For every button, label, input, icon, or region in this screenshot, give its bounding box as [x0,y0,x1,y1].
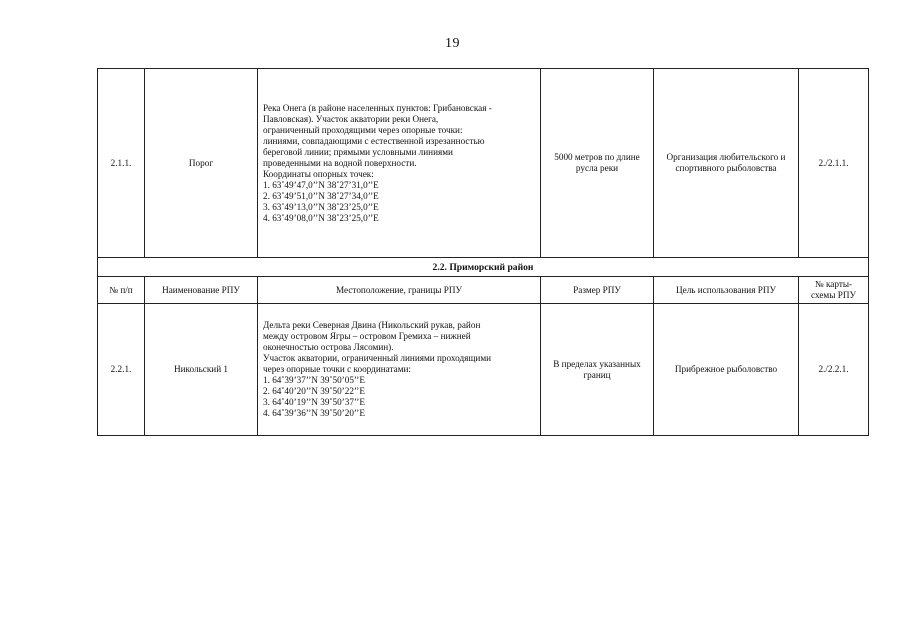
rpu-purpose: Организация любительского и спортивного рыболовства [654,69,799,258]
header-location: Местоположение, границы РПУ [258,277,541,304]
row-number: 2.1.1. [98,69,145,258]
table-row-2-1-1 [98,69,869,258]
rpu-purpose: Прибрежное рыболовство [654,304,799,436]
page-number: 19 [445,36,460,51]
coordinate-point: 4. 63˚49’08,0’’N 38˚23’25,0’’E [263,212,379,223]
header-num: № п/п [98,277,145,304]
header-name: Наименование РПУ [145,277,258,304]
section-row [98,258,869,277]
table-row-2-2-1 [98,304,869,436]
location-line: между островом Ягры – островом Гремиха – нижней [263,331,471,341]
header-size: Размер РПУ [541,277,654,304]
section-title: 2.2. Приморский район [98,258,869,277]
location-line: линиями, совпадающими с естественной изрезанностью [263,135,485,146]
coordinate-point: 3. 63˚49’13,0’’N 38˚23’25,0’’E [263,201,379,212]
coordinate-point: 3. 64˚40’19’’N 39˚50’37’’E [263,397,365,407]
rpu-size: В пределах указанных границ [541,304,654,436]
location-line: ограниченный проходящими через опорные точки: [263,124,463,135]
location-line: через опорные точки с координатами: [263,364,411,374]
location-line: Дельта реки Северная Двина (Никольский рукав, район [263,320,481,330]
header-purpose: Цель использования РПУ [654,277,799,304]
location-line: Река Онега (в районе населенных пунктов: Грибановская - [263,102,492,113]
rpu-name: Никольский 1 [145,304,258,436]
map-number: 2./2.1.1. [799,69,869,258]
location-line: проведенными на водной поверхности. [263,157,417,168]
coordinate-point: 2. 64˚40’20’’N 39˚50’22’’E [263,386,365,396]
header-map: № карты-схемы РПУ [799,277,869,304]
coordinate-point: 1. 64˚39’37’’N 39˚50’05’’E [263,375,365,385]
rpu-location [258,304,541,436]
location-line: оконечностью острова Лясомин). [263,342,394,352]
table-header-row [98,277,869,304]
rpu-location [258,69,541,258]
map-number: 2./2.2.1. [799,304,869,436]
row-number: 2.2.1. [98,304,145,436]
rpu-size: 5000 метров по длине русла реки [541,69,654,258]
location-line: Участок акватории, ограниченный линиями проходящими [263,353,492,363]
location-line: Координаты опорных точек: [263,168,374,179]
coordinate-point: 4. 64˚39’36’’N 39˚50’20’’E [263,408,365,418]
rpu-name: Порог [145,69,258,258]
location-line: береговой линии; прямыми условными линиями [263,146,453,157]
location-line: Павловская). Участок акватории реки Онега, [263,113,439,124]
coordinate-point: 2. 63˚49’51,0’’N 38˚27’34,0’’E [263,190,379,201]
rpu-table [97,68,869,436]
coordinate-point: 1. 63˚49’47,0’’N 38˚27’31,0’’E [263,179,379,190]
